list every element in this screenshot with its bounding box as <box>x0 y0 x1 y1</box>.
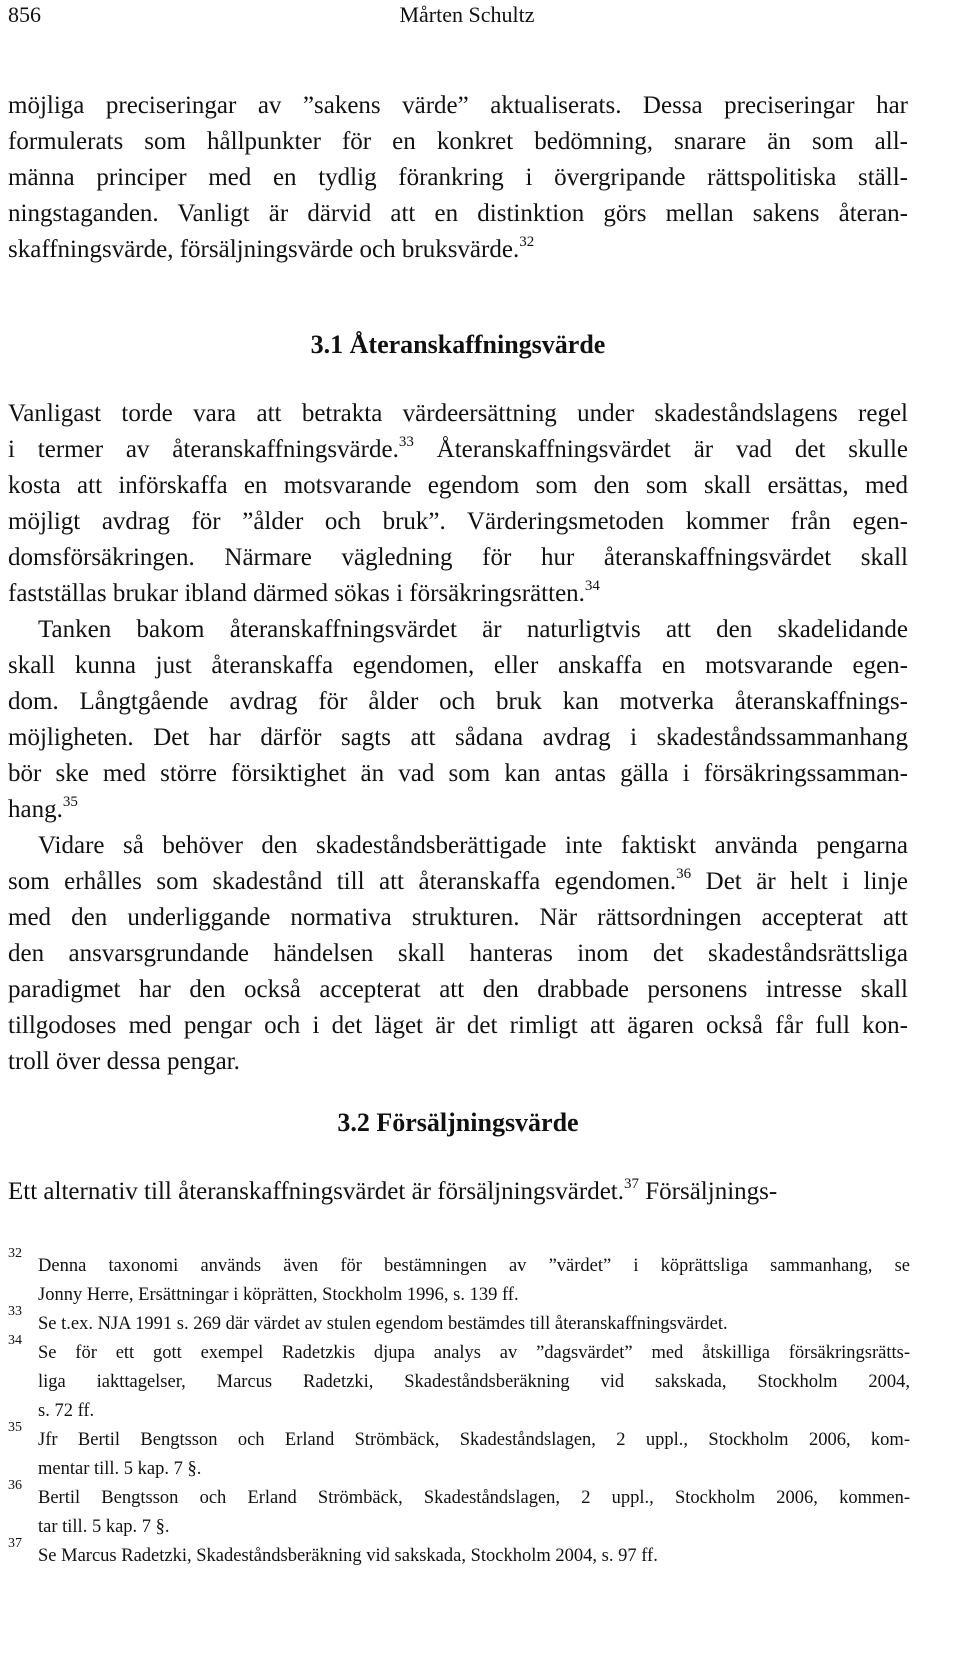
text-line: med den underliggande normativa strukturen. När rättsordningen accepterat att <box>8 904 908 931</box>
text-line: dom. Långtgående avdrag för ålder och bruk kan motverka återanskaffnings- <box>8 688 908 715</box>
footnote-ref[interactable]: 35 <box>62 793 78 810</box>
footnote-number: 32 <box>8 1246 22 1261</box>
footnote-line: Jonny Herre, Ersättningar i köprätten, Stockholm 1996, s. 139 ff. <box>38 1285 519 1305</box>
footnote-line: tar till. 5 kap. 7 §. <box>38 1517 170 1537</box>
text-line: Ett alternativ till återanskaffningsvärdet är försäljningsvärdet.$^{37}$ Försäljnings- <box>8 1175 778 1205</box>
text-line: Vanligast torde vara att betrakta värdeersättning under skadeståndslagens regel <box>8 400 908 427</box>
text-line: domsförsäkringen. Närmare vägledning för hur återanskaffningsvärdet skall <box>8 544 908 571</box>
text-line: ningstaganden. Vanligt är därvid att en distinktion görs mellan sakens återan- <box>8 200 908 227</box>
footnote <box>8 1246 910 1310</box>
text-line: skaffningsvärde, försäljningsvärde och bruksvärde.$^{32}$ <box>8 233 535 263</box>
text-line: möjligt avdrag för ”ålder och bruk”. Värderingsmetoden kommer från egen- <box>8 508 908 535</box>
footnote-number: 36 <box>8 1478 22 1493</box>
text-line: kosta att införskaffa en motsvarande egendom som den som skall ersättas, med <box>8 472 908 499</box>
section-heading-3-2: 3.2 Försäljningsvärde <box>337 1108 579 1137</box>
section-3-2-body <box>8 1174 908 1210</box>
footnote <box>8 1478 910 1542</box>
footnote <box>8 1304 910 1339</box>
footnote-number: 33 <box>8 1304 22 1319</box>
text-line: fastställas brukar ibland därmed sökas i försäkringsrätten.$^{34}$ <box>8 577 600 607</box>
footnote-number: 37 <box>8 1536 22 1551</box>
text-line: männa principer med en tydlig förankring i övergripande rättspolitiska ställ- <box>8 164 908 191</box>
footnote-line: Denna taxonomi används även för bestämningen av ”värdet” i köprättsliga sammanhang, se <box>38 1256 910 1276</box>
text-line: bör ske med större försiktighet än vad som kan antas gälla i försäkringssamman- <box>8 760 908 787</box>
footnote-number: 35 <box>8 1420 22 1435</box>
footnote-line: Se Marcus Radetzki, Skadeståndsberäkning vid sakskada, Stockholm 2004, s. 97 ff. <box>38 1546 658 1566</box>
section-heading-3-1: 3.1 Återanskaffningsvärde <box>310 330 606 359</box>
footnote-ref[interactable]: 37 <box>624 1175 639 1192</box>
footnote <box>8 1536 910 1571</box>
footnote-number: 34 <box>8 1333 22 1348</box>
page-number: 856 <box>8 2 41 27</box>
running-head: Mårten Schultz <box>399 2 535 27</box>
footnote-ref[interactable]: 33 <box>398 433 414 450</box>
footnote-line: liga iakttagelser, Marcus Radetzki, Skadeståndsberäkning vid sakskada, Stockholm 2004, <box>38 1372 910 1392</box>
text-line: skall kunna just återanskaffa egendomen, eller anskaffa en motsvarande egen- <box>8 652 908 679</box>
text-line: hang.$^{35}$ <box>8 793 78 823</box>
text-line: i termer av återanskaffningsvärde.$^{33}$ Återanskaffningsvärdet är vad det skulle <box>8 433 908 463</box>
footnote-line: Jfr Bertil Bengtsson och Erland Strömbäck, Skadeståndslagen, 2 uppl., Stockholm 2006, kom- <box>38 1430 910 1450</box>
footnote-line: s. 72 ff. <box>38 1401 95 1421</box>
text-line: tillgodoses med pengar och i det läget är det rimligt att ägaren också får full kon- <box>8 1012 908 1039</box>
section-3-1-body <box>8 396 908 1080</box>
footnote <box>8 1420 910 1484</box>
footnote <box>8 1333 910 1426</box>
footnote-ref[interactable]: 32 <box>519 233 535 250</box>
text-line: formulerats som hållpunkter för en konkret bedömning, snarare än som all- <box>8 128 908 155</box>
text-line: troll över dessa pengar. <box>8 1048 240 1075</box>
footnote-ref[interactable]: 34 <box>584 577 600 594</box>
text-line: möjligheten. Det har därför sagts att sådana avdrag i skadeståndssammanhang <box>8 724 908 751</box>
footnote-line: Se t.ex. NJA 1991 s. 269 där värdet av stulen egendom bestämdes till återanskaffningsvärdet. <box>38 1314 728 1334</box>
footnote-line: Se för ett gott exempel Radetzkis djupa analys av ”dagsvärdet” med åtskilliga försäkringsrätts- <box>38 1343 910 1363</box>
page-header <box>8 0 960 30</box>
text-line: möjliga preciseringar av ”sakens värde” aktualiserats. Dessa preciseringar har <box>8 92 908 119</box>
text-line: den ansvarsgrundande händelsen skall hanteras inom det skadeståndsrättsliga <box>8 940 908 967</box>
text-line: Tanken bakom återanskaffningsvärdet är naturligtvis att den skadelidande <box>38 616 908 643</box>
footnotes <box>8 1246 910 1571</box>
text-line: Vidare så behöver den skadeståndsberättigade inte faktiskt använda pengarna <box>38 832 908 859</box>
intro-paragraph <box>8 88 908 268</box>
footnote-line: Bertil Bengtsson och Erland Strömbäck, Skadeståndslagen, 2 uppl., Stockholm 2006, kommen- <box>38 1488 910 1508</box>
text-line: paradigmet har den också accepterat att den drabbade personens intresse skall <box>8 976 908 1003</box>
text-line: som erhålles som skadestånd till att återanskaffa egendomen.$^{36}$ Det är helt i linje <box>8 865 908 895</box>
footnote-line: mentar till. 5 kap. 7 §. <box>38 1459 202 1479</box>
footnote-ref[interactable]: 36 <box>676 865 692 882</box>
